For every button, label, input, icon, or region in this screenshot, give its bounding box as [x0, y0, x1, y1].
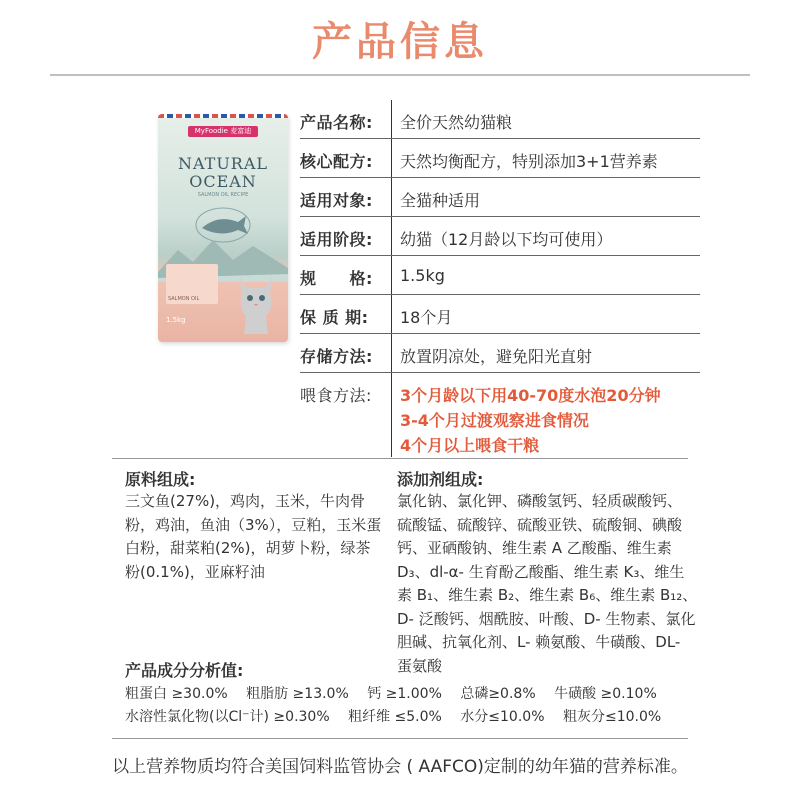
additives-line: 钙、亚硒酸钠、维生素 A 乙酸酯、维生素	[397, 539, 672, 557]
row-divider	[300, 255, 700, 256]
bag-brand-line2: OCEAN	[189, 172, 257, 191]
feeding-label: 喂食方法:	[300, 386, 372, 405]
info-label: 核心配方:	[300, 152, 373, 171]
analysis-heading: 产品成分分析值:	[125, 661, 244, 680]
bag-brand-line1: NATURAL	[177, 154, 269, 173]
row-separator	[391, 100, 392, 140]
info-label: 规 格:	[300, 269, 373, 288]
page-title: 产品信息	[312, 19, 488, 65]
title-divider	[50, 74, 750, 76]
ingredients-list	[125, 490, 381, 584]
row-divider	[300, 177, 700, 178]
row-divider	[300, 333, 700, 334]
info-value: 1.5kg	[400, 266, 445, 285]
analysis-item: 粗脂肪 ≥13.0%	[246, 686, 349, 702]
row-divider	[300, 294, 700, 295]
bag-logo: MyFoodie 麦富迪	[188, 126, 258, 137]
info-value: 全猫种适用	[400, 191, 481, 210]
row-separator	[391, 256, 392, 296]
footer-divider	[112, 738, 688, 739]
analysis-item: 牛磺酸 ≥0.10%	[554, 686, 657, 702]
analysis-item: 粗灰分≤10.0%	[562, 709, 662, 725]
analysis-item: 水分≤10.0%	[460, 709, 545, 725]
additives-heading: 添加剂组成:	[397, 470, 484, 489]
additives-line: 胆碱、抗氧化剂、L- 赖氨酸、牛磺酸、DL-	[397, 633, 681, 651]
row-separator	[391, 217, 392, 257]
additives-line: D- 泛酸钙、烟酰胺、叶酸、D- 生物素、氯化	[397, 609, 696, 628]
section-divider	[112, 458, 688, 459]
bag-subtitle: SALMON OIL RECIPE	[197, 192, 249, 198]
analysis-item: 粗蛋白 ≥30.0%	[125, 686, 228, 702]
additives-line: D₃、dl-α- 生育酚乙酸酯、维生素 K₃、维生	[397, 562, 685, 581]
info-value: 幼猫（12月龄以下均可使用）	[400, 230, 613, 249]
analysis-row-1	[125, 683, 671, 703]
ingredients-line: 白粉，甜菜粕(2%)，胡萝卜粉，绿茶	[125, 539, 371, 557]
info-label: 存储方法:	[300, 347, 373, 366]
analysis-row-2	[125, 706, 675, 726]
info-value: 18个月	[400, 308, 453, 327]
product-bag-image	[158, 114, 288, 342]
row-divider	[300, 138, 700, 139]
additives-line: 蛋氨酸	[397, 656, 443, 675]
additives-line: 硫酸锰、硫酸锌、硫酸亚铁、硫酸铜、碘酸	[397, 515, 683, 534]
feeding-line: 4个月以上喂食干粮	[400, 436, 540, 455]
kitten-illustration	[226, 264, 286, 334]
bag-weight: 1.5kg	[166, 316, 186, 324]
row-separator	[391, 334, 392, 374]
additives-list	[397, 490, 697, 678]
ingredients-line: 粉，鸡油，鱼油（3%），豆粕，玉米蛋	[125, 515, 382, 534]
analysis-item: 钙 ≥1.00%	[367, 686, 442, 702]
additives-line: 氯化钠、氯化钾、磷酸氢钙、轻质碳酸钙、	[397, 492, 683, 510]
row-separator	[391, 139, 392, 179]
row-divider	[300, 216, 700, 217]
ingredients-line: 三文鱼(27%)，鸡肉，玉米，牛肉骨	[125, 492, 366, 510]
bag-oil-text: SALMON OIL	[168, 296, 200, 302]
analysis-item: 粗纤维 ≤5.0%	[348, 709, 442, 725]
feeding-line: 3-4个月过渡观察进食情况	[400, 411, 589, 430]
row-divider	[300, 372, 700, 373]
info-value: 全价天然幼猫粮	[400, 113, 513, 132]
feeding-line: 3个月龄以下用40-70度水泡20分钟	[400, 386, 661, 405]
info-value: 放置阴凉处，避免阳光直射	[400, 347, 593, 366]
info-label: 保 质 期:	[300, 308, 369, 327]
analysis-item: 水溶性氯化物(以Cl⁻计) ≥0.30%	[125, 709, 330, 725]
info-label: 产品名称:	[300, 113, 373, 132]
ingredients-heading: 原料组成:	[125, 470, 196, 489]
analysis-item: 总磷≥0.8%	[460, 686, 536, 702]
row-separator	[391, 373, 392, 457]
info-label: 适用阶段:	[300, 230, 373, 249]
additives-line: 素 B₁、维生素 B₂、维生素 B₆、维生素 B₁₂、	[397, 586, 698, 604]
bag-stripe	[158, 114, 288, 118]
info-label: 适用对象:	[300, 191, 373, 210]
info-value: 天然均衡配方，特别添加3+1营养素	[400, 152, 658, 171]
row-separator	[391, 178, 392, 218]
ingredients-line: 粉(0.1%)，亚麻籽油	[125, 562, 265, 581]
row-separator	[391, 295, 392, 335]
footer-note: 以上营养物质均符合美国饲料监管协会 ( AAFCO)定制的幼年猫的营养标准。	[112, 757, 688, 777]
